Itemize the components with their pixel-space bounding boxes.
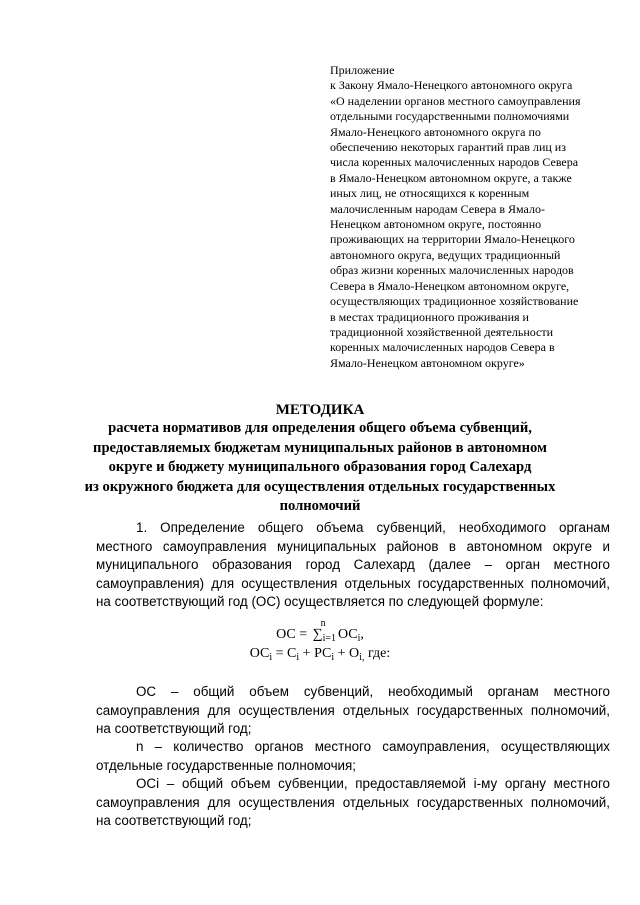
definition-line: на соответствующий год; — [96, 813, 252, 829]
subtitle-line: округе и бюджету муниципального образования город Салехард — [108, 459, 532, 476]
f2-eq: = С — [272, 646, 297, 661]
appendix-line: в местах традиционного проживания и — [330, 309, 529, 324]
paragraph-1 — [96, 519, 610, 612]
appendix-line: числа коренных малочисленных народов Севера — [330, 155, 579, 170]
subtitle-line: предоставляемых бюджетам муниципальных районов в автономном — [93, 439, 547, 456]
appendix-line: в Ямало-Ненецком автономном округе, а также — [330, 170, 572, 185]
appendix-line: обеспечению некоторых гарантий прав лиц из — [330, 140, 566, 155]
f2-plus1: + РС — [299, 646, 332, 661]
sum-upper-limit: n — [320, 618, 326, 629]
definition-line: ОСi – общий объем субвенции, предоставляемой i-му органу местного — [136, 776, 610, 791]
formula-term: ОС — [338, 627, 358, 642]
definition-os — [96, 683, 610, 739]
f2-plus2: + О — [334, 646, 360, 661]
appendix-line: иных лиц, не относящихся к коренным — [330, 186, 530, 201]
appendix-line: «О наделении органов местного самоуправления — [330, 93, 581, 108]
sum-lower-limit: i=1 — [322, 633, 336, 644]
appendix-line: Ямало-Ненецкого автономного округа по — [330, 124, 541, 139]
sum-symbol — [311, 618, 338, 644]
f2-b-sub: i — [296, 652, 300, 663]
document-title: МЕТОДИКА — [275, 402, 365, 418]
appendix-line: к Закону Ямало-Ненецкого автономного округа — [330, 78, 573, 93]
appendix-line: проживающих на территории Ямало-Ненецкого — [330, 232, 575, 247]
appendix-header — [330, 63, 622, 371]
f2-end: где: — [364, 646, 391, 661]
definition-line: самоуправления для осуществления отдельных государственных полномочий, — [96, 794, 610, 810]
formula-line-1 — [0, 618, 640, 644]
appendix-line: осуществляющих традиционное хозяйствование — [330, 294, 579, 309]
paragraph-line: 1. Определение общего объема субвенций, необходимого органам — [136, 520, 610, 535]
document-subtitle — [60, 419, 580, 517]
formula-term-sub: i — [357, 633, 361, 644]
subtitle-line: из окружного бюджета для осуществления отдельных государственных — [84, 478, 556, 495]
appendix-line: Приложение — [330, 63, 395, 77]
appendix-line: Ненецком автономном округе, постоянно — [330, 217, 542, 232]
sum-sign: ∑ — [312, 627, 323, 642]
f2-c-sub: i — [331, 652, 335, 663]
paragraph-line: самоуправления) для осуществления отдельных государственных полномочий, — [96, 575, 610, 591]
appendix-line: Севера в Ямало-Ненецком автономном округе, — [330, 278, 570, 293]
paragraph-line: муниципального образования город Салехард (далее – орган местного — [96, 557, 610, 573]
f2-d-sub: i, — [359, 652, 365, 663]
definition-line: n – количество органов местного самоуправления, осуществляющих — [136, 739, 610, 754]
definition-n — [96, 738, 610, 775]
formula-end: , — [360, 627, 364, 642]
subtitle-line: полномочий — [279, 498, 361, 515]
definition-line: самоуправления для осуществления отдельных государственных полномочий, — [96, 702, 610, 718]
paragraph-line: местного самоуправления муниципальных районов в автономном округе и — [96, 538, 610, 554]
appendix-line: малочисленным народам Севера в Ямало- — [330, 201, 545, 216]
appendix-line: отдельными государственными полномочиями — [330, 109, 570, 124]
f2-a-sub: i — [269, 652, 273, 663]
paragraph-line: на соответствующий год (ОС) осуществляется по следующей формуле: — [96, 594, 544, 610]
formula-lhs: ОС = — [276, 627, 311, 642]
formula-line-2 — [0, 646, 640, 663]
subtitle-line: расчета нормативов для определения общего объема субвенций, — [108, 420, 532, 436]
f2-a: ОС — [249, 646, 270, 661]
definition-line: ОС – общий объем субвенций, необходимый органам местного — [136, 684, 610, 699]
definition-osi — [96, 775, 610, 831]
appendix-line: автономного округа, ведущих традиционный — [330, 247, 561, 262]
appendix-line: коренных малочисленных народов Севера в — [330, 340, 555, 355]
appendix-line: образ жизни коренных малочисленных народов — [330, 263, 574, 278]
definition-line: отдельные государственные полномочия; — [96, 757, 356, 773]
definition-line: на соответствующий год; — [96, 721, 252, 737]
appendix-line: Ямало-Ненецком автономном округе» — [330, 355, 525, 370]
appendix-line: традиционной хозяйственной деятельности — [330, 324, 554, 339]
